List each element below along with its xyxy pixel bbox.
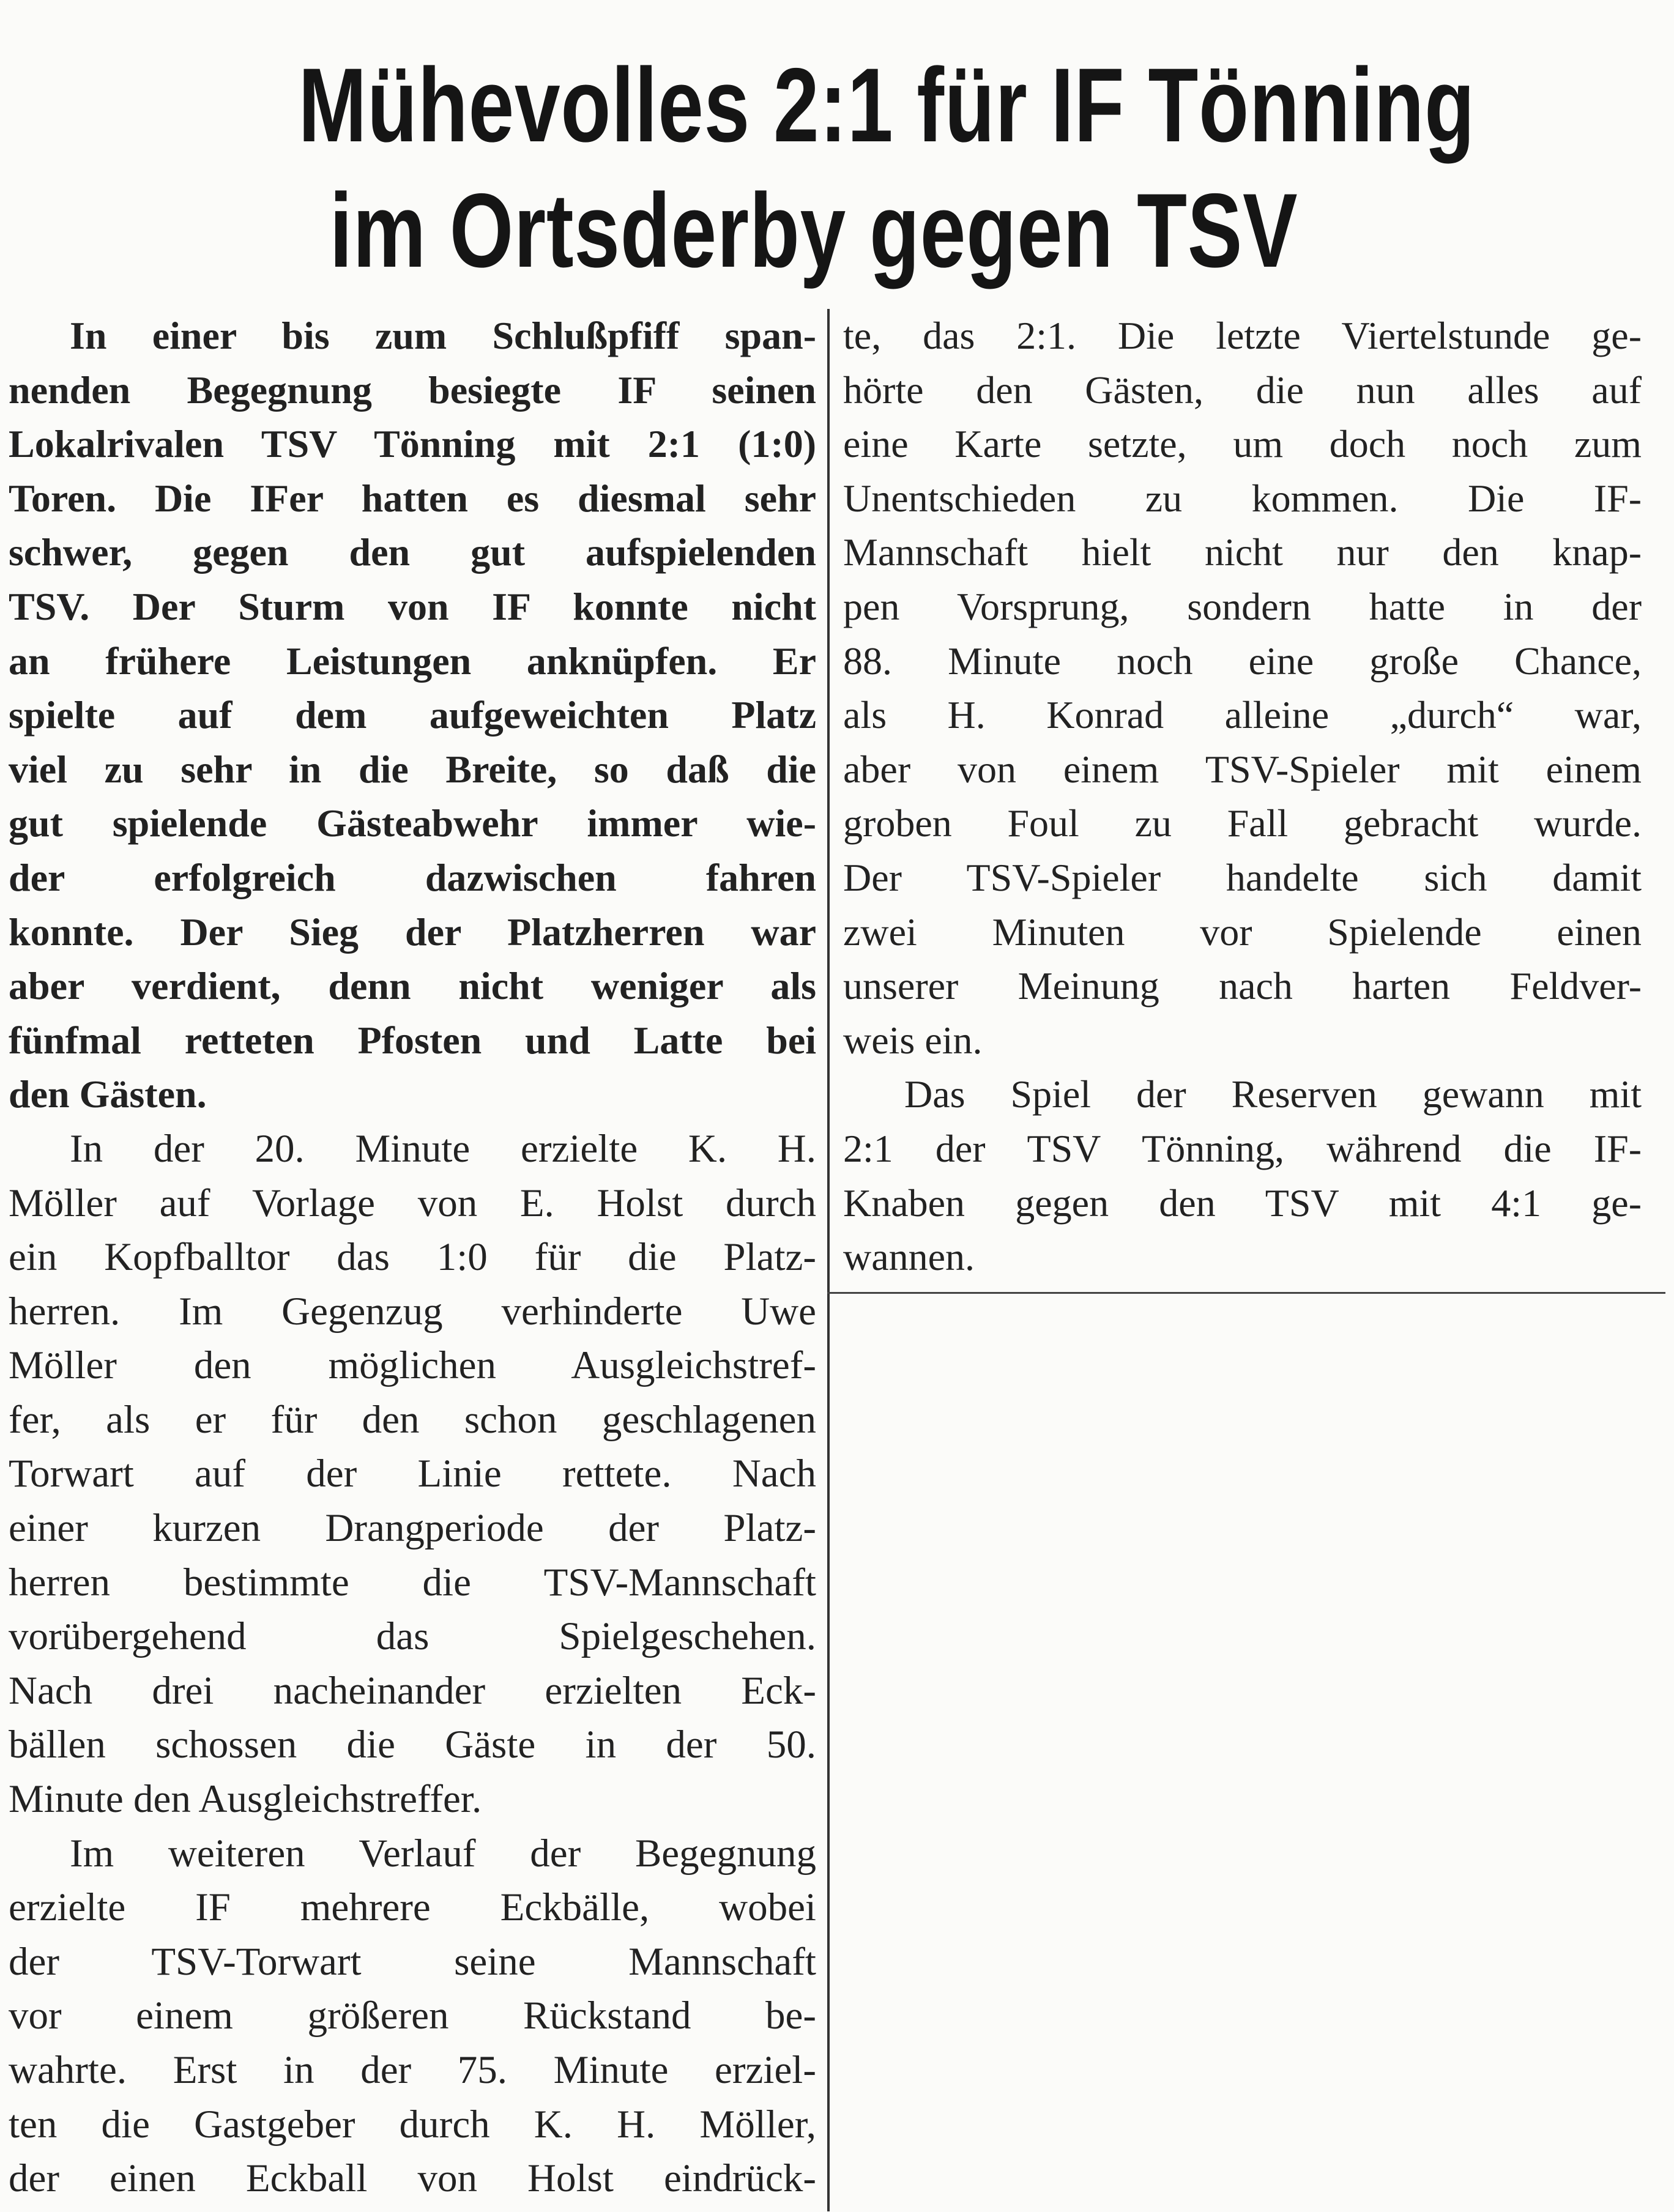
text-line: bällen schossen die Gäste in der 50. — [9, 1723, 816, 1767]
text-line: erzielte IF mehrere Eckbälle, wobei — [9, 1885, 816, 1930]
paragraph-4 — [843, 1067, 1642, 1284]
text-line: nenden Begegnung besiegte IF seinen — [9, 368, 816, 412]
text-line: hörte den Gästen, die nun alles auf — [843, 368, 1642, 412]
text-line: Unentschieden zu kommen. Die IF- — [843, 476, 1642, 520]
text-line: viel zu sehr in die Breite, so daß die — [9, 747, 816, 791]
text-line: einer kurzen Drangperiode der Platz- — [9, 1506, 816, 1551]
text-line: Knaben gegen den TSV mit 4:1 ge- — [843, 1181, 1642, 1225]
text-line: In einer bis zum Schlußpfiff span- — [70, 314, 816, 357]
text-line: unserer Meinung nach harten Feldver- — [843, 964, 1642, 1008]
text-line: Toren. Die IFer hatten es diesmal sehr — [9, 476, 816, 520]
text-line: Im weiteren Verlauf der Begegnung — [70, 1831, 816, 1876]
left-column — [9, 309, 816, 2206]
text-line: Möller den möglichen Ausgleichstref- — [9, 1343, 816, 1388]
text-line: TSV. Der Sturm von IF konnte nicht — [9, 584, 816, 628]
text-line: Mannschaft hielt nicht nur den knap- — [843, 530, 1642, 574]
text-line: der einen Eckball von Holst eindrück- — [9, 2156, 816, 2201]
text-line: eine Karte setzte, um doch noch zum — [843, 422, 1642, 466]
text-line: vor einem größeren Rückstand be- — [9, 1994, 816, 2038]
text-line: als H. Konrad alleine „durch“ war, — [843, 693, 1642, 737]
text-line: spielte auf dem aufgeweichten Platz — [9, 693, 816, 737]
text-line: gut spielende Gästeabwehr immer wie- — [9, 801, 816, 845]
paragraph-3 — [9, 1827, 816, 2206]
text-line: Minute den Ausgleichstreffer. — [9, 1777, 482, 1822]
text-line: der erfolgreich dazwischen fahren — [9, 855, 816, 899]
text-line: Nach drei nacheinander erzielten Eck- — [9, 1668, 816, 1713]
paragraph-3-continued — [843, 309, 1642, 1067]
text-line: wahrte. Erst in der 75. Minute erziel- — [9, 2048, 816, 2092]
headline-line-1: Mühevolles 2:1 für IF Tönning — [298, 46, 1475, 164]
text-line: Torwart auf der Linie rettete. Nach — [9, 1452, 816, 1496]
text-line: Das Spiel der Reserven gewann mit — [904, 1072, 1642, 1116]
text-line: schwer, gegen den gut aufspielenden — [9, 530, 816, 574]
text-line: weis ein. — [843, 1018, 983, 1062]
paragraph-2 — [9, 1122, 816, 1827]
text-line: aber von einem TSV-Spieler mit einem — [843, 747, 1642, 791]
headline-line-2: im Ortsderby gegen TSV — [329, 172, 1298, 289]
text-line: Lokalrivalen TSV Tönning mit 2:1 (1:0) — [9, 422, 816, 466]
text-line: an frühere Leistungen anknüpfen. Er — [9, 639, 816, 683]
text-line: 88. Minute noch eine große Chance, — [843, 639, 1642, 683]
text-line: zwei Minuten vor Spielende einen — [843, 910, 1642, 954]
text-line: In der 20. Minute erzielte K. H. — [70, 1126, 816, 1171]
text-line: herren bestimmte die TSV-Mannschaft — [9, 1560, 816, 1605]
text-line: der TSV-Torwart seine Mannschaft — [9, 1939, 816, 1984]
text-line: herren. Im Gegenzug verhinderte Uwe — [9, 1289, 816, 1334]
text-line: ein Kopfballtor das 1:0 für die Platz- — [9, 1235, 816, 1280]
text-line: fünfmal retteten Pfosten und Latte bei — [9, 1018, 816, 1062]
text-line: groben Foul zu Fall gebracht wurde. — [843, 801, 1642, 845]
article-end-rule — [827, 1292, 1665, 1294]
text-line: ten die Gastgeber durch K. H. Möller, — [9, 2102, 816, 2147]
text-line: konnte. Der Sieg der Platzherren war — [9, 910, 816, 954]
right-column — [843, 309, 1642, 1285]
text-line: aber verdient, denn nicht weniger als — [9, 964, 816, 1008]
text-line: Der TSV-Spieler handelte sich damit — [843, 855, 1642, 899]
text-line: vorübergehend das Spielgeschehen. — [9, 1614, 816, 1659]
column-divider — [827, 309, 830, 2211]
text-line: den Gästen. — [9, 1072, 207, 1116]
text-line: pen Vorsprung, sondern hatte in der — [843, 584, 1642, 628]
text-line: 2:1 der TSV Tönning, während die IF- — [843, 1126, 1642, 1170]
text-line: Möller auf Vorlage von E. Holst durch — [9, 1181, 816, 1225]
text-line: fer, als er für den schon geschlagenen — [9, 1397, 816, 1442]
text-line: te, das 2:1. Die letzte Viertelstunde ge- — [843, 314, 1642, 357]
headline — [298, 43, 1475, 294]
text-line: wannen. — [843, 1235, 975, 1279]
lead-paragraph — [9, 309, 816, 1122]
